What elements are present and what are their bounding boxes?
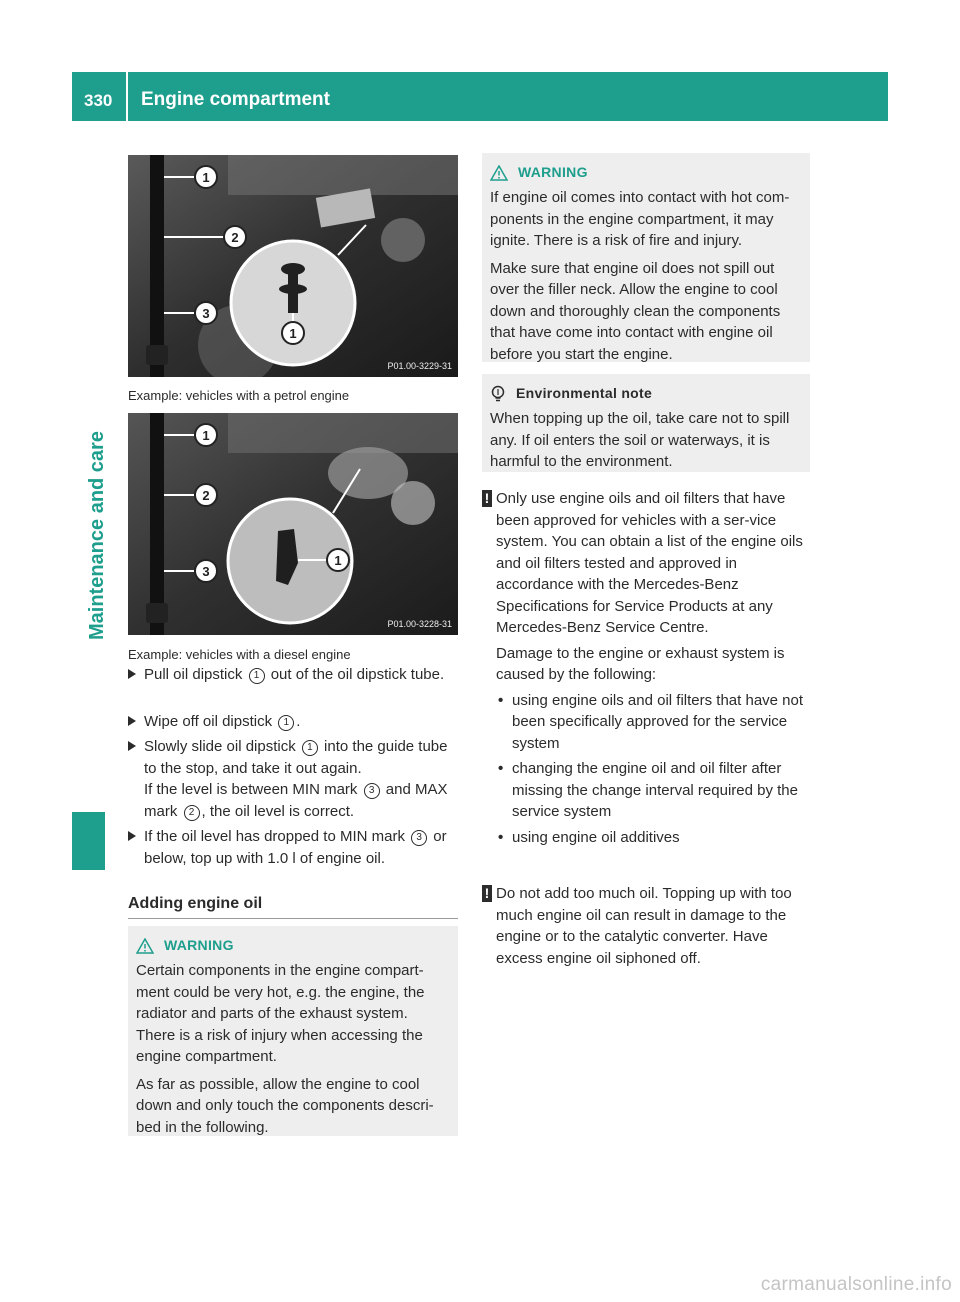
- light-bulb-icon: [490, 385, 506, 403]
- callout-label: 3: [202, 564, 210, 579]
- callout-inline-marker: 1: [302, 740, 318, 756]
- page-title: Engine compartment: [141, 89, 330, 110]
- bullet-list: [496, 690, 814, 849]
- figure-code: P01.00-3229-31: [387, 361, 452, 371]
- callout-label: 2: [202, 488, 210, 503]
- callout-marker-1-detail: [327, 549, 349, 571]
- instruction-step: [128, 736, 458, 822]
- callout-marker-2: [224, 226, 246, 248]
- warning-triangle-icon: [490, 165, 508, 181]
- oil-dipstick: [150, 413, 164, 635]
- petrol-engine-photo: [128, 155, 458, 377]
- callout-marker-1-detail: [282, 322, 304, 344]
- callout-marker-2: [195, 484, 217, 506]
- step-text: .: [296, 713, 301, 730]
- step-arrow-icon: [128, 716, 136, 726]
- warning-label: WARNING: [518, 164, 588, 181]
- diesel-engine-photo: [128, 413, 458, 635]
- instruction-step: [128, 826, 458, 869]
- notice-text: Do not add too much oil. Topping up with too much engine oil can result in damage to the engine or to the catalytic converter. Have excess engine oil siphoned off.: [496, 885, 792, 967]
- notice-text: Damage to the engine or exhaust system is caused by the following:: [496, 644, 785, 683]
- notice-block: [482, 883, 814, 973]
- callout-label: 1: [202, 428, 210, 443]
- chapter-side-block: [72, 812, 105, 870]
- warning-text: If engine oil comes into contact with hot com-ponents in the engine compartment, it may ignite. There is a risk of fire and injury.: [490, 189, 790, 249]
- callout-label: 1: [202, 170, 210, 185]
- section-heading: Adding engine oil: [128, 895, 263, 912]
- callout-inline-marker: 3: [411, 830, 427, 846]
- callout-marker-3: [195, 302, 217, 324]
- figure-caption-diesel: Example: vehicles with a diesel engine: [128, 647, 351, 662]
- notice-block: [482, 488, 814, 852]
- callout-inline-marker: 1: [278, 715, 294, 731]
- step-text: Wipe off oil dipstick: [144, 713, 277, 730]
- callout-marker-1: [195, 424, 217, 446]
- step-arrow-icon: [128, 831, 136, 841]
- figure-code: P01.00-3228-31: [387, 619, 452, 629]
- callout-inline-marker: 3: [364, 783, 380, 799]
- step-arrow-icon: [128, 669, 136, 679]
- instruction-step: [128, 711, 458, 733]
- warning-text: Make sure that engine oil does not spill out over the filler neck. Allow the engine to cool down and thoroughly clean the components that have come into contact with engine oil before you start the engine.: [490, 259, 781, 363]
- oil-dipstick: [150, 155, 164, 377]
- step-text: out of the oil dipstick tube.: [266, 666, 445, 683]
- callout-label: 3: [202, 306, 210, 321]
- callout-label: 1: [334, 553, 342, 568]
- figure-caption-petrol: Example: vehicles with a petrol engine: [128, 388, 350, 403]
- notice-text: Only use engine oils and oil filters that have been approved for vehicles with a ser-vice system. You can obtain a list of the engine oils and oil filters tested and approved in accordance with the Mercedes-Benz Specifications for Service Products at any Mercedes-Benz Service Centre.: [496, 490, 803, 636]
- chapter-side-label: Maintenance and care: [86, 431, 108, 640]
- warning-header: [490, 163, 802, 183]
- section-divider: [128, 918, 458, 919]
- diesel-engine-illustration: [128, 413, 458, 635]
- page-number: 330: [84, 91, 113, 110]
- list-item: • changing the engine oil and oil filter after missing the change interval required by the service system: [496, 758, 814, 823]
- environmental-note-header: [490, 384, 802, 404]
- list-item: • using engine oil additives: [496, 827, 814, 849]
- step-text: If the level is between MIN mark: [144, 781, 362, 798]
- callout-marker-3: [195, 560, 217, 582]
- callout-marker-1: [195, 166, 217, 188]
- step-text: into the guide tube to the stop, and take it out again.: [144, 738, 448, 777]
- step-text: , the oil level is correct.: [201, 802, 355, 820]
- warning-box: [482, 153, 810, 362]
- callout-inline-marker: 2: [184, 805, 200, 821]
- warning-text: As far as possible, allow the engine to cool down and only touch the components descri-bed in the following.: [136, 1075, 434, 1136]
- petrol-engine-illustration: [128, 155, 458, 377]
- warning-triangle-icon: [136, 938, 154, 954]
- exclamation-icon: !: [482, 885, 492, 902]
- instruction-step: [128, 664, 458, 686]
- step-text: and MAX mark: [144, 781, 448, 820]
- step-arrow-icon: [128, 741, 136, 751]
- step-text: Pull oil dipstick: [144, 666, 247, 683]
- warning-box: [128, 926, 458, 1136]
- callout-label: 1: [289, 326, 297, 341]
- page-header: [72, 72, 888, 121]
- watermark: carmanualsonline.info: [760, 1274, 952, 1295]
- list-item: • using engine oils and oil filters that have not been specifically approved for the service system: [496, 690, 814, 755]
- exclamation-icon: !: [482, 490, 492, 507]
- warning-header: [136, 936, 450, 956]
- environmental-note-text: When topping up the oil, take care not to spill any. If oil enters the soil or waterways, it is harmful to the environment.: [490, 410, 790, 470]
- warning-label: WARNING: [164, 937, 234, 954]
- environmental-note-label: Environmental note: [516, 385, 653, 402]
- step-text: If the oil level has dropped to MIN mark: [144, 828, 410, 845]
- environmental-note-box: [482, 374, 810, 472]
- step-text: Slowly slide oil dipstick: [144, 738, 300, 755]
- step-text: or below, top up with 1.0 l of engine oil.: [144, 828, 447, 867]
- warning-text: Certain components in the engine compart-ment could be very hot, e.g. the engine, the radiator and parts of the exhaust system. There is a risk of injury when accessing the engine compartment.: [136, 962, 425, 1065]
- callout-label: 2: [231, 230, 239, 245]
- callout-inline-marker: 1: [249, 668, 265, 684]
- header-divider: [126, 72, 128, 121]
